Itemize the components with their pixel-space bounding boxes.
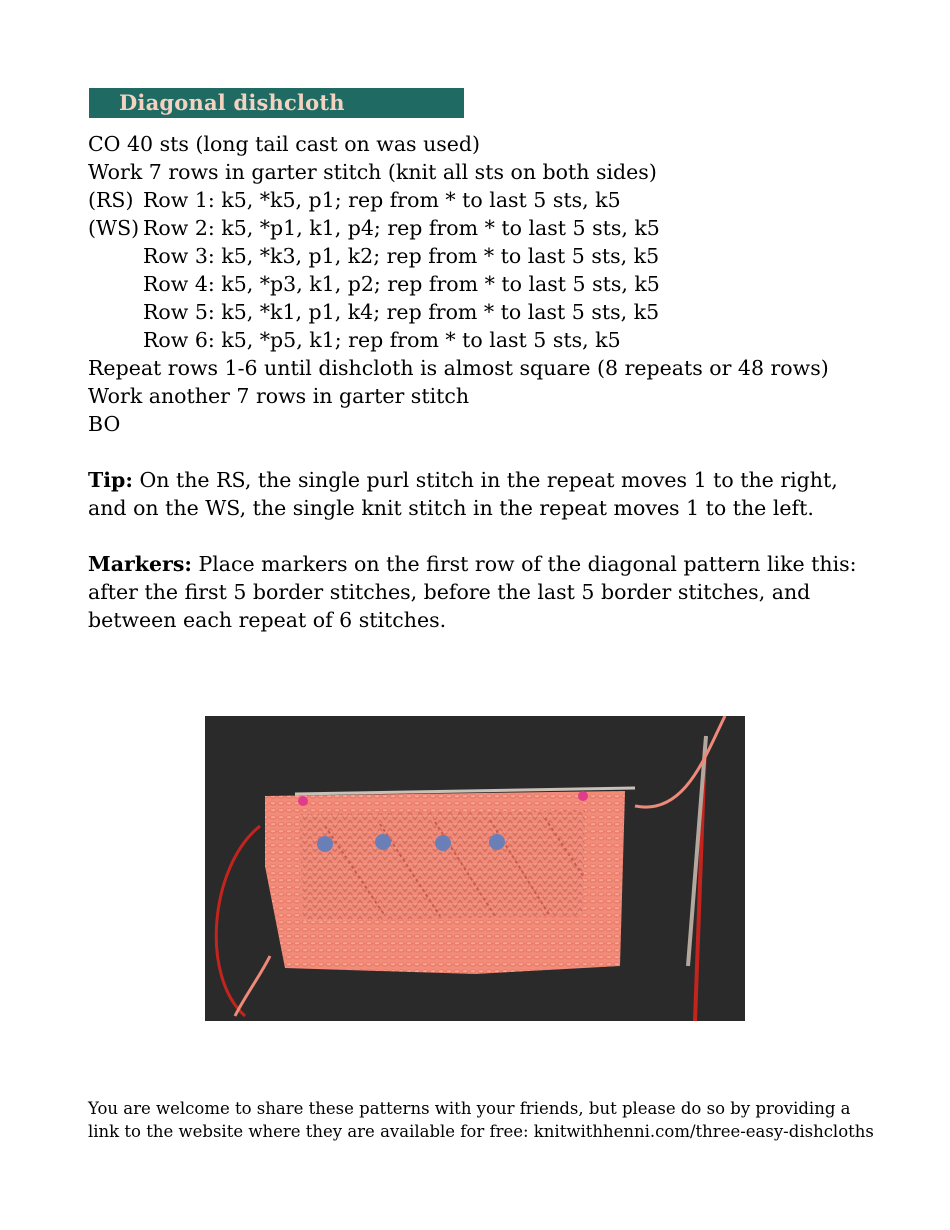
cast-on-line: CO 40 sts (long tail cast on was used) [88, 132, 481, 156]
pattern-row [88, 298, 829, 326]
marker [435, 835, 451, 851]
pattern-instructions [88, 130, 829, 438]
pattern-row [88, 242, 829, 270]
section-heading [89, 88, 464, 118]
marker [375, 834, 391, 850]
row-text: Row 4: k5, *p3, k1, p2; rep from * to last 5 sts, k5 [143, 272, 660, 296]
knitting-illustration [205, 716, 745, 1021]
page-title: Diagonal dishcloth [119, 90, 345, 115]
tip-text: On the RS, the single purl stitch in the repeat moves 1 to the right, and on the WS, the single knit stitch in the repeat moves 1 to the left. [88, 468, 838, 520]
markers-paragraph [88, 550, 868, 634]
garter-end-line: Work another 7 rows in garter stitch [88, 384, 470, 408]
repeat-line: Repeat rows 1-6 until dishcloth is almost square (8 repeats or 48 rows) [88, 356, 829, 380]
end-marker [298, 796, 308, 806]
row-text: Row 1: k5, *k5, p1; rep from * to last 5 sts, k5 [143, 188, 621, 212]
tip-paragraph [88, 466, 868, 522]
row-side-label: (WS) [88, 216, 140, 240]
tip-label: Tip: [88, 468, 133, 492]
pattern-row [88, 326, 829, 354]
end-marker [578, 791, 588, 801]
markers-text: Place markers on the first row of the diagonal pattern like this: after the first 5 border stitches, before the last 5 border stitches, and between each repeat of 6 stitches. [88, 552, 857, 632]
garter-start-line: Work 7 rows in garter stitch (knit all sts on both sides) [88, 160, 657, 184]
bind-off-line: BO [88, 412, 121, 436]
footer-note: You are welcome to share these patterns with your friends, but please do so by providing a link to the website where they are available for free: knitwithhenni.com/three-easy-dishcloths [88, 1099, 874, 1141]
pattern-row [88, 270, 829, 298]
marker [317, 836, 333, 852]
row-text: Row 6: k5, *p5, k1; rep from * to last 5 sts, k5 [143, 328, 621, 352]
markers-label: Markers: [88, 552, 192, 576]
pattern-row [88, 186, 829, 214]
row-text: Row 3: k5, *k3, p1, k2; rep from * to last 5 sts, k5 [143, 244, 660, 268]
row-text: Row 2: k5, *p1, k1, p4; rep from * to last 5 sts, k5 [143, 216, 660, 240]
marker [489, 834, 505, 850]
dishcloth-photo [205, 716, 745, 1021]
pattern-row [88, 214, 829, 242]
pattern-area [300, 810, 585, 921]
row-side-label: (RS) [88, 188, 134, 212]
row-text: Row 5: k5, *k1, p1, k4; rep from * to last 5 sts, k5 [143, 300, 660, 324]
